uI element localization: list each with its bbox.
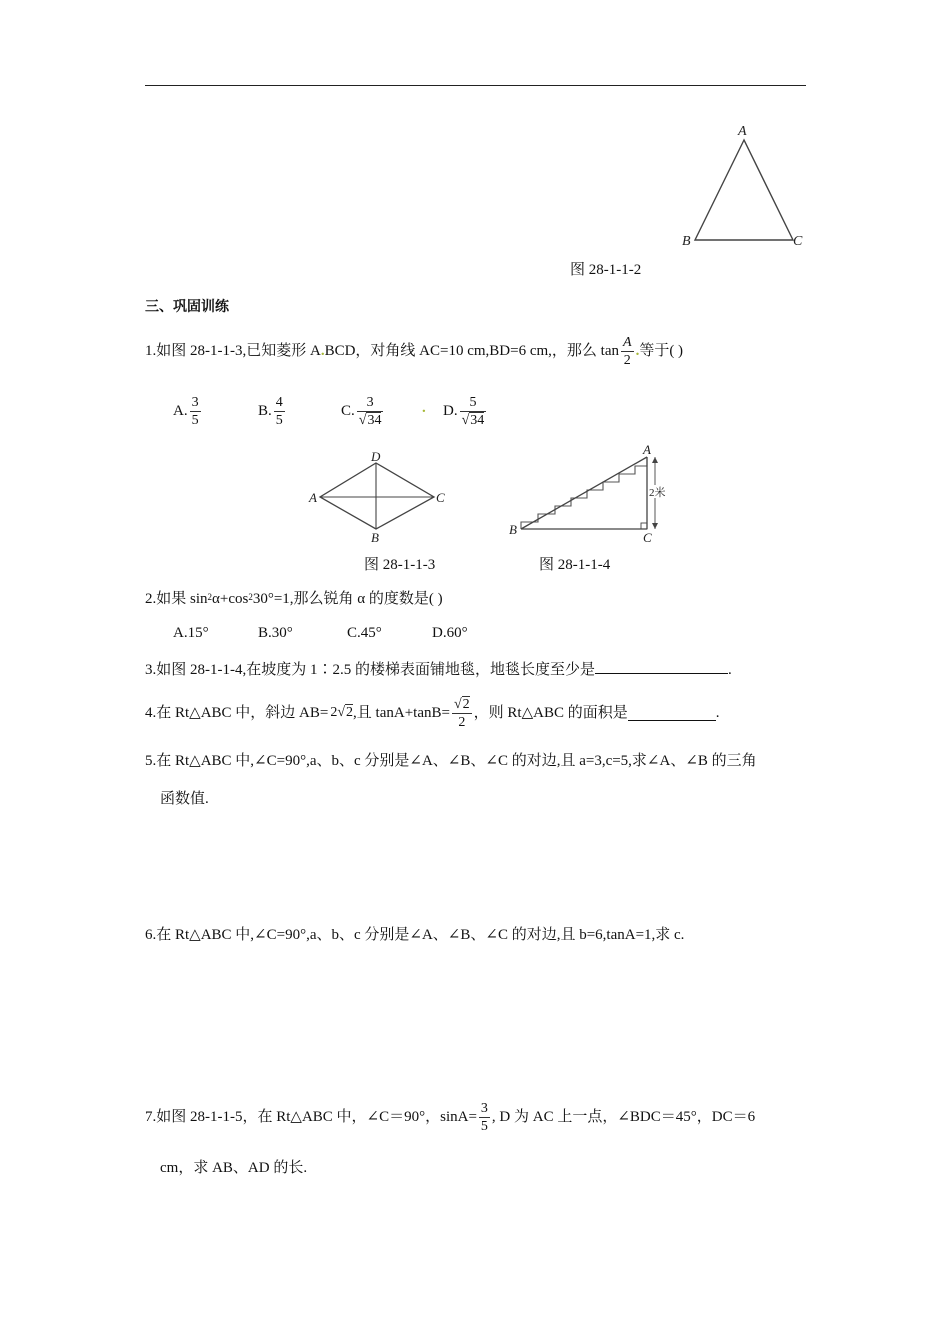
q3-text: 3.如图 28-1-1-4,在坡度为 1∶2.5 的楼梯表面铺地毯，地毯长度至少是 [145,662,595,678]
q7-text: , D 为 AC 上一点，∠BDC＝45°，DC＝6 [491,1109,756,1125]
q1-option-d[interactable] [443,388,488,434]
arrow-down-icon [652,523,658,529]
vertex-d: D [371,449,381,464]
q2-option-b[interactable]: B.30° [258,625,293,641]
superscript: 2 [207,592,213,602]
q4-text: 4.在 Rt△ABC 中，斜边 AB= [145,705,329,721]
triangle-shape [695,140,793,240]
q4-text: ,且 tanA+tanB= [353,705,450,721]
radicand: 34 [367,412,382,428]
radical-expression: 2√2 [330,705,354,720]
q2-text: 30°=1,那么锐角 α 的度数是( ) [252,591,443,607]
q7-fraction [479,1100,490,1135]
q1-suffix: 等于( ) [639,343,684,359]
frac-den: 5 [191,412,199,428]
vertex-c: C [436,490,445,505]
q1-frac-den: 2 [621,351,634,369]
q2-option-d[interactable]: D.60° [432,625,468,641]
q7-text: 7.如图 28-1-1-5，在 Rt△ABC 中，∠C＝90°，sinA= [145,1109,477,1125]
question-5-line-1: 5.在 Rt△ABC 中,∠C=90°,a、b、c 分别是∠A、∠B、∠C 的对边,且 a=3,c=5,求∠A、∠B 的三角 [145,753,757,769]
question-6: 6.在 Rt△ABC 中,∠C=90°,a、b、c 分别是∠A、∠B、∠C 的对边,且 b=6,tanA=1,求 c. [145,927,685,943]
frac-num: 3 [366,394,374,410]
mark-dot: . [320,343,325,359]
q4-fraction [452,696,472,731]
figure-caption: 图 28-1-1-2 [570,262,642,278]
slope-line [521,457,647,529]
right-angle-mark [641,523,647,529]
header-rule [145,85,806,86]
question-4 [145,690,719,736]
option-fraction [357,394,384,429]
option-fraction [460,394,487,429]
answer-blank[interactable] [595,658,728,674]
question-5-line-2: 函数值. [160,791,209,807]
question-7-line-2: cm，求 AB、AD 的长. [160,1160,308,1176]
vertex-a: A [738,124,747,139]
q1-fraction [621,334,634,369]
vertex-b: B [371,530,379,545]
option-label: D. [443,403,458,419]
question-2 [145,589,443,609]
vertex-a: A [309,490,317,505]
vertex-c: C [643,530,652,545]
vertex-c: C [793,234,803,249]
coefficient: 2 [330,705,338,720]
q2-option-c[interactable]: C.45° [347,625,382,641]
figure-caption: 图 28-1-1-3 [364,557,436,573]
frac-num: 4 [275,394,283,410]
frac-num: √2 [453,696,470,712]
q4-text: ，则 Rt△ABC 的面积是 [473,705,628,721]
question-3 [145,658,732,680]
frac-den-radical: √34 [358,412,382,428]
arrow-up-icon [652,457,658,463]
mark-dot: . [422,400,426,416]
q1-mid: BCD，对角线 AC=10 cm,BD=6 cm,，那么 tan [324,343,619,359]
vertex-b: B [682,234,691,249]
frac-num: 3 [480,1100,488,1116]
q4-end: . [715,705,720,721]
radicand: 2 [346,705,354,720]
question-7-line-1 [145,1094,755,1140]
frac-den: 5 [480,1118,488,1134]
radicand: 2 [462,696,470,712]
radicand: 34 [470,412,485,428]
frac-num: 5 [469,394,477,410]
q2-option-a[interactable]: A.15° [173,625,209,641]
option-label: C. [341,403,355,419]
option-label: A. [173,403,188,419]
rhombus-figure [305,448,453,546]
q2-text: 2.如果 sin [145,591,208,607]
figure-caption: 图 28-1-1-4 [539,557,611,573]
q1-option-c[interactable] [341,388,385,434]
frac-den: 2 [452,713,472,731]
mark-dot: . [635,343,640,359]
frac-num: 3 [191,394,199,410]
q1-option-b[interactable] [258,388,287,434]
question-1 [145,328,683,374]
q1-prefix: 1.如图 28-1-1-3,已知菱形 A [145,343,321,359]
option-label: B. [258,403,272,419]
q3-end: . [728,662,732,678]
q2-text: α+cos [212,591,249,607]
answer-blank[interactable] [628,705,716,721]
superscript: 2 [248,592,253,602]
option-fraction [274,394,285,429]
q1-option-a[interactable] [173,388,203,434]
q1-frac-num: A [623,334,632,350]
triangle-figure [676,118,806,253]
height-label: 2米 [649,487,666,499]
rhombus-shape [320,463,434,529]
option-fraction [190,394,201,429]
frac-den: 5 [275,412,283,428]
vertex-a: A [643,442,651,457]
frac-den-radical: √34 [461,412,485,428]
section-title: 三、巩固训练 [145,299,229,315]
vertex-b: B [509,522,517,537]
stairs-figure [505,442,670,546]
